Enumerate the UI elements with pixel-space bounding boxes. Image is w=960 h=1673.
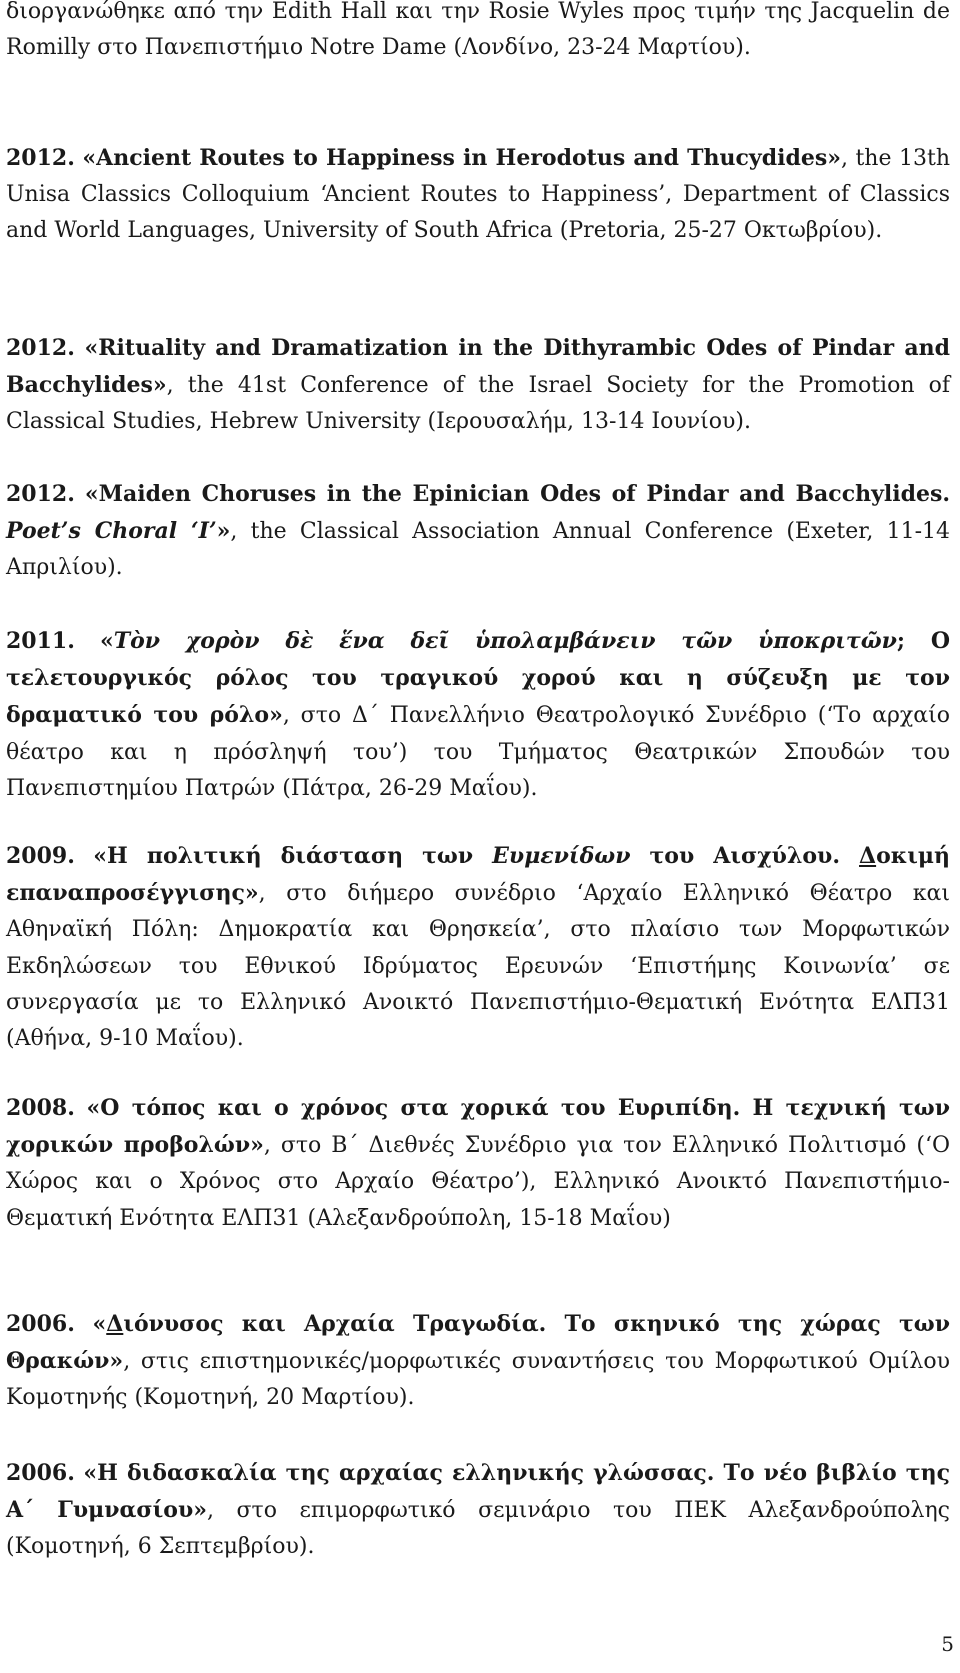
conference-entry	[6, 1090, 950, 1237]
conference-entry	[6, 330, 950, 441]
entry-details: , the 41st Conference of the Israel Society for the Promotion of Classical Studies, Hebrew University (Ιερουσαλήμ, 13-14 Ιουνίου).	[6, 373, 950, 435]
entry-title-italic: Ευμενίδων	[492, 843, 631, 869]
entry-year: 2008.	[6, 1095, 75, 1121]
conference-entry	[6, 838, 950, 1057]
conference-entry	[6, 1306, 950, 1417]
entry-title-underlined: Δ	[859, 843, 877, 869]
entry-details: , the 13th Unisa Classics Colloquium ‘Ancient Routes to Happiness’, Department of Classics and World Languages, University of South Africa (Pretoria, 25-27 Οκτωβρίου).	[6, 146, 950, 244]
conference-entry	[6, 476, 950, 587]
entry-title: «	[92, 1311, 107, 1337]
entry-year: 2012.	[6, 481, 75, 507]
entry-title: «Η διδασκαλία της αρχαίας ελληνικής γλώσσας. Το νέο βιβλίο της Α΄ Γυμνασίου»	[6, 1460, 951, 1524]
conference-entry	[6, 0, 950, 66]
entry-title: «Ancient Routes to Happiness in Herodotus and Thucydides»	[82, 145, 841, 171]
entry-year: 2006.	[6, 1311, 75, 1337]
entry-title-cont: του Αισχύλου.	[630, 843, 860, 869]
conference-entry	[6, 623, 950, 807]
entry-details: , στις επιστημονικές/μορφωτικές συναντήσεις του Μορφωτικού Ομίλου Κομοτηνής (Κομοτηνή, 20 Μαρτίου).	[6, 1349, 950, 1411]
conference-entry	[6, 1455, 950, 1566]
entry-open-quote: «	[100, 628, 114, 654]
entry-year: 2006.	[6, 1460, 75, 1486]
entry-title-italic: Poet’s Choral ‘I’	[6, 518, 217, 545]
entry-details: , στο διήμερο συνέδριο ‘Αρχαίο Ελληνικό Θέατρο και Αθηναϊκή Πόλη: Δημοκρατία και Θρησκεία’, στο πλαίσιο των Μορφωτικών Εκδηλώσεων του Εθνικού Ιδρύματος Ερευνών ‘Επιστήμης Κοινωνία’ σε συνεργασία με το Ελληνικό Ανοικτό Πανεπιστήμιο-Θεματική Ενότητα ΕΛΠ31 (Αθήνα, 9-10 Μαΐου).	[6, 881, 950, 1052]
entry-details: , στο Β΄ Διεθνές Συνέδριο για τον Ελληνικό Πολιτισμό (‘Ο Χώρος και ο Χρόνος στο Αρχαίο Θέατρο’), Ελληνικό Ανοικτό Πανεπιστήμιο-Θεματική Ενότητα ΕΛΠ31 (Αλεξανδρούπολη, 15-18 Μαΐου)	[6, 1133, 951, 1231]
entry-year: 2012.	[6, 145, 75, 171]
entry-details: , the Classical Association Annual Conference (Exeter, 11-14 Απριλίου).	[6, 519, 951, 581]
entry-title: ; Ο τελετουργικός ρόλος του τραγικού χορού και η σύζευξη με τον δραματικό του ρόλο»	[6, 628, 950, 729]
entry-title-end: ιόνυσος και Αρχαία Τραγωδία. Το σκηνικό της χώρας των Θρακών»	[6, 1311, 950, 1375]
entry-title: «Η πολιτική διάσταση των	[93, 843, 493, 869]
entry-title-end: οκιμή επαναπροσέγγισης»	[6, 843, 950, 907]
entry-details: , στο Δ΄ Πανελλήνιο Θεατρολογικό Συνέδριο (‘Το αρχαίο θέατρο και η πρόσληψή του’) του Τμήματος Θεατρικών Σπουδών του Πανεπιστημίου Πατρών (Πάτρα, 26-29 Μαΐου).	[6, 703, 950, 801]
entry-details: , στο επιμορφωτικό σεμινάριο του ΠΕΚ Αλεξανδρούπολης (Κομοτηνή, 6 Σεπτεμβρίου).	[6, 1498, 950, 1560]
entry-text: διοργανώθηκε από την Edith Hall και την Rosie Wyles προς τιμήν της Jacquelin de Romilly στο Πανεπιστήμιο Notre Dame (Λονδίνο, 23-24 Μαρτίου).	[6, 0, 950, 61]
entry-title: «Maiden Choruses in the Epinician Odes of Pindar and Bacchylides.	[84, 481, 951, 507]
entry-title: «Ο τόπος και ο χρόνος στα χορικά του Ευριπίδη. Η τεχνική των χορικών προβολών»	[6, 1095, 950, 1159]
entry-year: 2012.	[6, 335, 75, 361]
entry-title-italic: Τὸν χορὸν δὲ ἕνα δεῖ ὑπολαμβάνειν τῶν ὑποκριτῶν	[113, 628, 897, 654]
entry-year: 2011.	[6, 628, 75, 654]
entry-title-underlined: Δ	[106, 1311, 124, 1337]
entry-title-close: »	[216, 518, 231, 545]
conference-entry	[6, 140, 950, 250]
entry-year: 2009.	[6, 843, 75, 869]
page-number: 5	[941, 1632, 954, 1656]
entry-title: «Rituality and Dramatization in the Dithyrambic Odes of Pindar and Bacchylides»	[6, 335, 950, 399]
